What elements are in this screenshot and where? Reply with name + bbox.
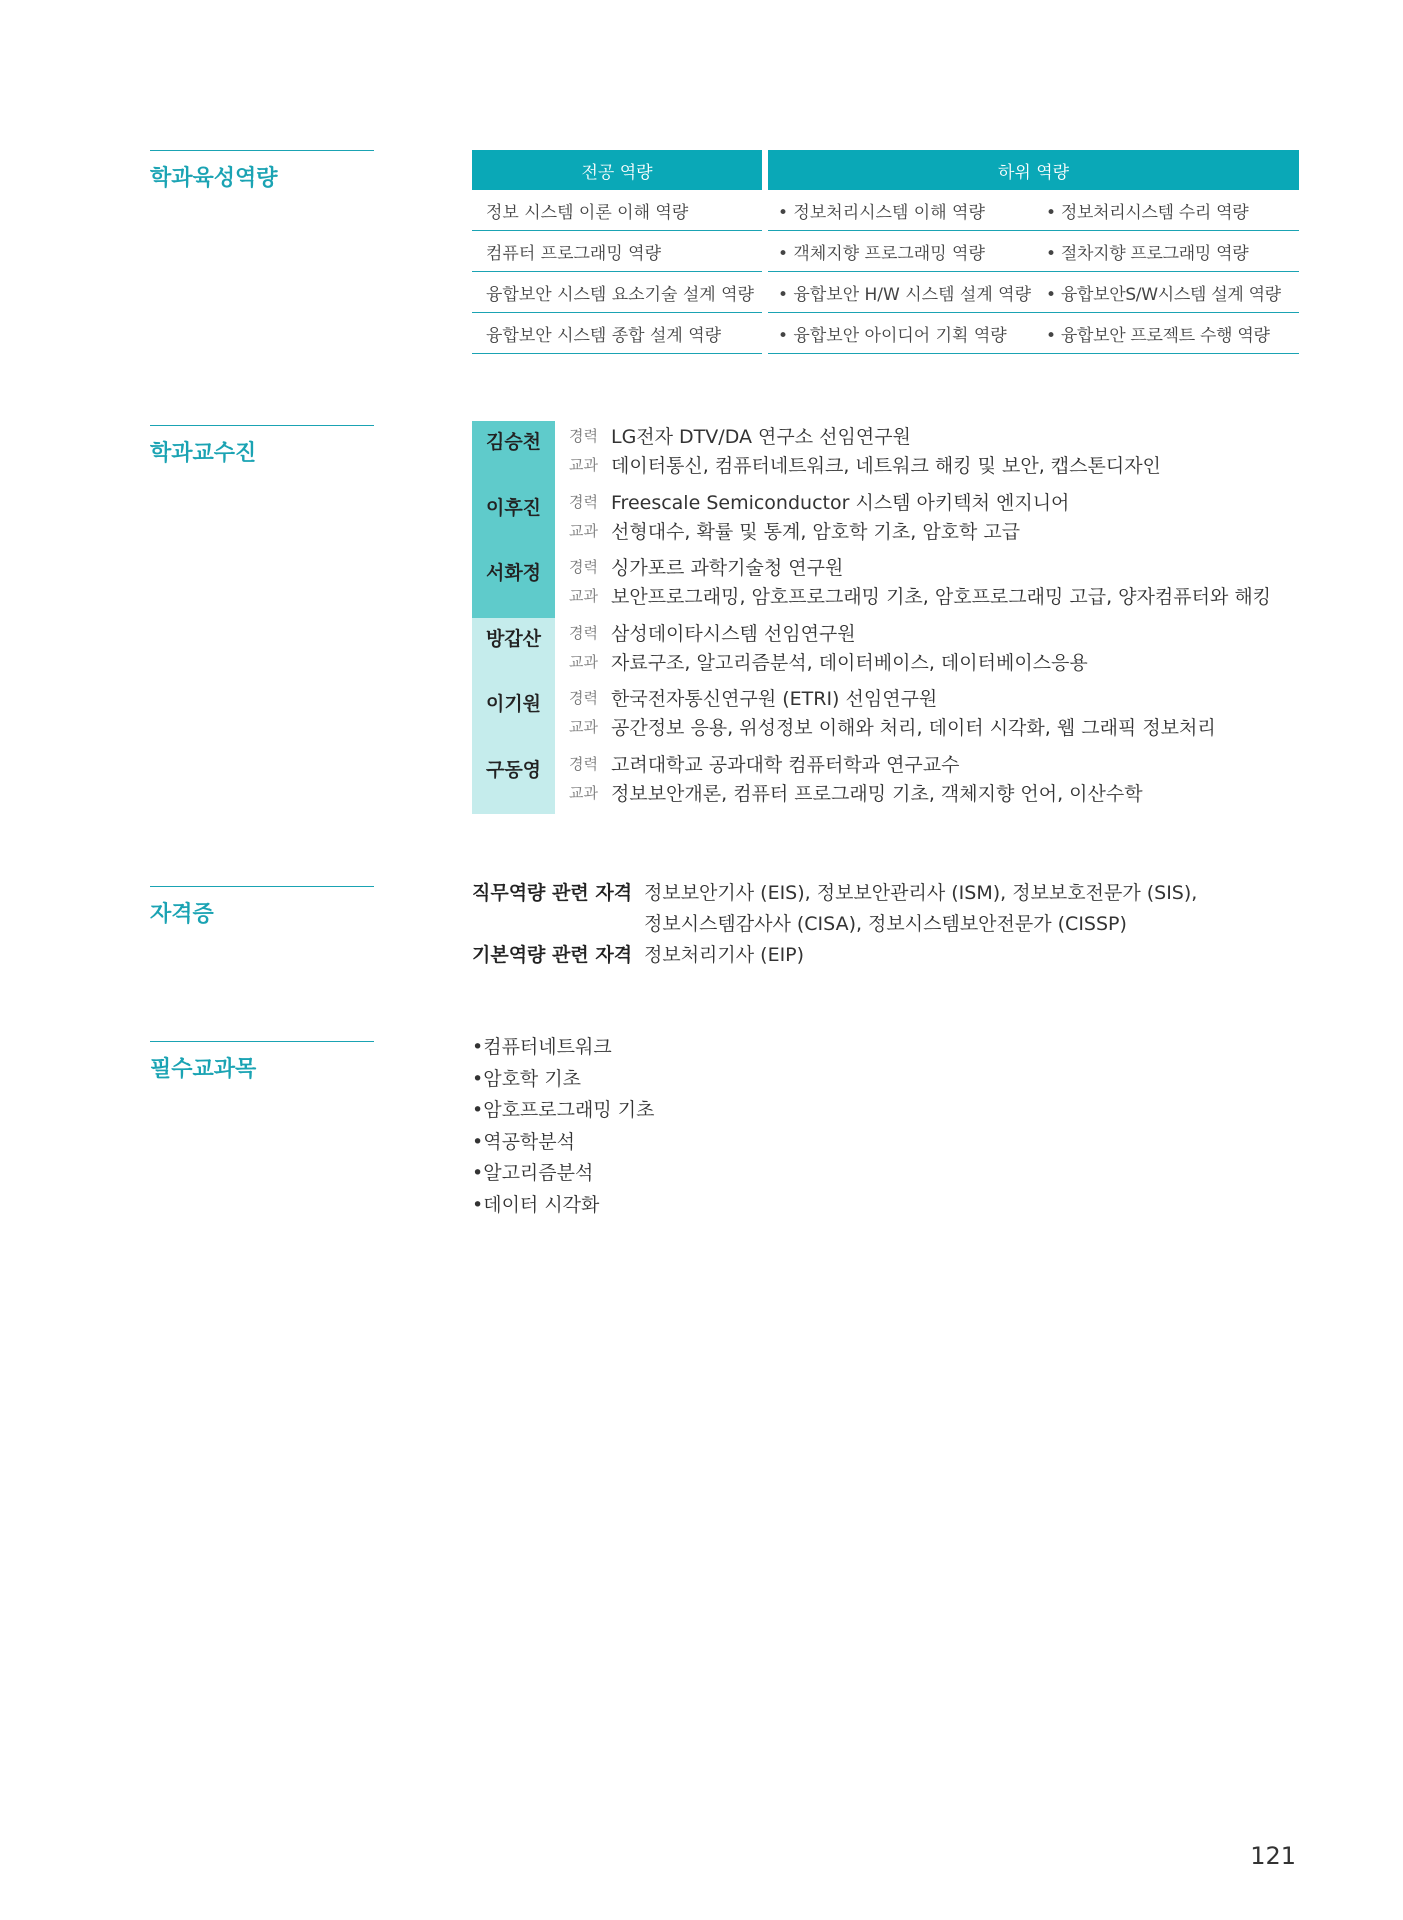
course-tag: 교과 [569,587,598,605]
major-competency: 컴퓨터 프로그래밍 역량 [472,231,762,272]
faculty-member [472,683,1332,749]
sub-competency: • 융합보안S/W시스템 설계 역량 [1046,284,1281,305]
certification-row [472,940,1204,971]
sub-competency: • 융합보안 프로젝트 수행 역량 [1046,325,1270,346]
certification-list [472,878,1204,971]
section-title-faculty: 학과교수진 [150,425,374,467]
major-competency: 정보 시스템 이론 이해 역량 [472,190,762,231]
faculty-career: 삼성데이타시스템 선임연구원 [611,622,856,645]
table-row [472,272,1299,313]
course-tag: 교과 [569,718,598,736]
course-item: • 컴퓨터네트워크 [472,1032,654,1064]
competency-table-header [472,150,1299,190]
faculty-name: 구동영 [472,749,555,815]
header-sub-competency: 하위 역량 [768,150,1299,190]
sub-competency: • 정보처리시스템 이해 역량 [778,202,985,223]
sub-competency: • 정보처리시스템 수리 역량 [1046,202,1249,223]
course-tag: 교과 [569,456,598,474]
career-tag: 경력 [569,492,598,511]
table-row [472,231,1299,272]
course-item: • 암호학 기초 [472,1064,654,1096]
course-tag: 교과 [569,783,598,802]
header-major-competency: 전공 역량 [472,150,762,190]
course-tag: 교과 [569,521,598,540]
sub-competency: • 융합보안 H/W 시스템 설계 역량 [778,284,1032,305]
faculty-career: Freescale Semiconductor 시스템 아키텍처 엔지니어 [611,491,1070,514]
career-tag: 경력 [569,623,598,642]
sub-competency: • 객체지향 프로그래밍 역량 [778,243,985,264]
faculty-member [472,618,1332,684]
table-row [472,313,1299,354]
course-item: • 데이터 시각화 [472,1190,654,1222]
faculty-courses: 정보보안개론, 컴퓨터 프로그래밍 기초, 객체지향 언어, 이산수학 [611,782,1143,805]
page-number: 121 [1250,1842,1296,1870]
faculty-career: 한국전자통신연구원 (ETRI) 선임연구원 [611,688,938,710]
faculty-name: 이기원 [472,683,555,749]
course-tag: 교과 [569,652,598,671]
section-title-competency: 학과육성역량 [150,150,374,192]
course-item: • 역공학분석 [472,1127,654,1159]
career-tag: 경력 [569,427,598,445]
competency-table [472,150,1299,354]
table-row [472,190,1299,231]
faculty-name: 이후진 [472,487,555,553]
major-competency: 융합보안 시스템 종합 설계 역량 [472,313,762,354]
faculty-courses: 선형대수, 확률 및 통계, 암호학 기초, 암호학 고급 [611,520,1021,543]
faculty-courses: 보안프로그래밍, 암호프로그래밍 기초, 암호프로그래밍 고급, 양자컴퓨터와 해킹 [611,586,1272,608]
section-title-certification: 자격증 [150,886,374,928]
faculty-courses: 공간정보 응용, 위성정보 이해와 처리, 데이터 시각화, 웹 그래픽 정보처리 [611,717,1216,739]
faculty-career: 싱가포르 과학기술청 연구원 [611,557,844,579]
major-competency: 융합보안 시스템 요소기술 설계 역량 [472,272,762,313]
course-item: • 암호프로그래밍 기초 [472,1095,654,1127]
sub-competency: • 절차지향 프로그래밍 역량 [1046,243,1249,264]
career-tag: 경력 [569,689,598,707]
certification-row [472,878,1204,940]
career-tag: 경력 [569,754,598,773]
faculty-career: LG전자 DTV/DA 연구소 선임연구원 [611,426,911,448]
faculty-member [472,552,1332,618]
faculty-member [472,749,1332,815]
career-tag: 경력 [569,558,598,576]
course-item: • 알고리즘분석 [472,1158,654,1190]
faculty-name: 서화정 [472,552,555,618]
certification-label: 기본역량 관련 자격 [472,944,633,966]
faculty-courses: 자료구조, 알고리즘분석, 데이터베이스, 데이터베이스응용 [611,651,1088,674]
faculty-member [472,487,1332,553]
faculty-career: 고려대학교 공과대학 컴퓨터학과 연구교수 [611,753,960,776]
required-course-list [472,1032,654,1221]
certification-value: 정보처리기사 (EIP) [644,944,805,966]
certification-value: 정보보안기사 (EIS), 정보보안관리사 (ISM), 정보보호전문가 (SIS), 정보시스템감사사 (CISA), 정보시스템보안전문가 (CISSP) [644,882,1198,935]
section-title-required-courses: 필수교과목 [150,1041,374,1083]
faculty-courses: 데이터통신, 컴퓨터네트워크, 네트워크 해킹 및 보안, 캡스톤디자인 [611,455,1161,477]
faculty-member [472,421,1332,487]
certification-label: 직무역량 관련 자격 [472,882,633,904]
faculty-name: 김승천 [472,421,555,487]
sub-competency: • 융합보안 아이디어 기획 역량 [778,325,1007,346]
faculty-list [472,421,1332,814]
faculty-name: 방갑산 [472,618,555,684]
